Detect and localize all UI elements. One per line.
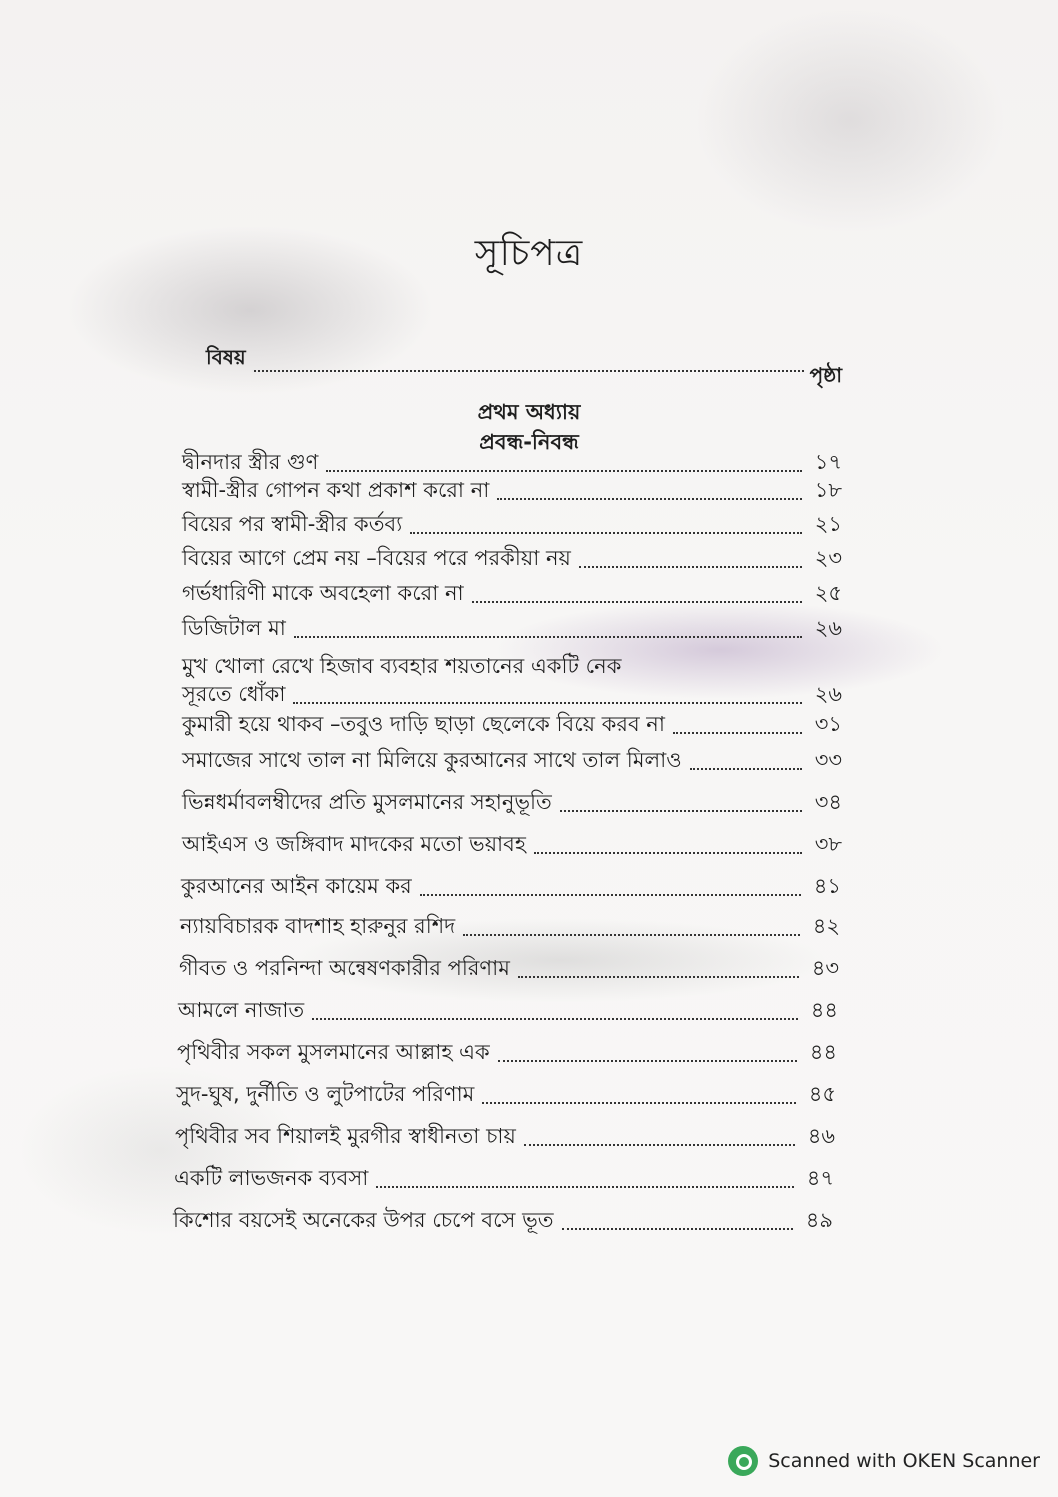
toc-entry-title: পৃথিবীর সকল মুসলমানের আল্লাহ এক <box>177 1040 490 1064</box>
toc-entry-page: ৩৪ <box>814 790 842 814</box>
toc-entry-title: সূরতে ধোঁকা <box>182 682 286 706</box>
leader-dots <box>376 1185 794 1188</box>
toc-entry <box>182 579 842 607</box>
toc-entry-title: ডিজিটাল মা <box>182 616 286 640</box>
leader-dots <box>534 851 802 854</box>
leader-dots <box>410 531 802 534</box>
toc-entry-page: ৪২ <box>812 914 840 938</box>
leader-dots <box>560 809 802 812</box>
leader-dots <box>690 767 802 770</box>
toc-entry-page: ১৭ <box>814 450 842 474</box>
toc-entry <box>182 788 842 816</box>
leader-dots <box>482 1101 796 1104</box>
scanner-watermark-label: Scanned with OKEN Scanner <box>768 1450 1040 1472</box>
toc-entry <box>182 448 842 476</box>
leader-dots <box>579 565 802 568</box>
toc-entry-title: কুমারী হয়ে থাকব –তবুও দাড়ি ছাড়া ছেলেকে বিয়ে করব না <box>182 712 665 736</box>
toc-entry-page: ২৬ <box>814 682 842 706</box>
toc-entry-title: কিশোর বয়সেই অনেকের উপর চেপে বসে ভূত <box>173 1208 554 1232</box>
toc-entry-title: সুদ-ঘুষ, দুর্নীতি ও লুটপাটের পরিণাম <box>176 1082 475 1106</box>
toc-entry-page: ২৩ <box>814 546 842 570</box>
scanner-watermark <box>728 1443 1040 1479</box>
oken-scanner-logo-icon <box>728 1446 758 1476</box>
toc-entry <box>174 1164 834 1192</box>
leader-dots <box>562 1227 793 1230</box>
toc-entry <box>182 830 842 858</box>
toc-entry-page: ৪৬ <box>807 1124 835 1148</box>
toc-entry-page: ৪১ <box>813 874 841 898</box>
toc-entry-title: দ্বীনদার স্ত্রীর গুণ <box>182 450 319 474</box>
toc-entry-title: ন্যায়বিচারক বাদশাহ হারুনুর রশিদ <box>180 914 456 938</box>
toc-entry-title: বিয়ের পর স্বামী-স্ত্রীর কর্তব্য <box>182 512 403 536</box>
leader-dots <box>293 701 802 704</box>
toc-entry-title: কুরআনের আইন কায়েম কর <box>181 874 412 898</box>
toc-entry-title: গীবত ও পরনিন্দা অন্বেষণকারীর পরিণাম <box>179 956 510 980</box>
toc-entry <box>180 912 840 940</box>
toc-entry-title: ভিন্নধর্মাবলম্বীদের প্রতি মুসলমানের সহানুভূতি <box>182 790 552 814</box>
toc-entry-page: ৩৮ <box>814 832 842 856</box>
toc-entry-page: ২৫ <box>814 581 842 605</box>
page-header: পৃষ্ঠা <box>809 363 842 387</box>
toc-entry-page: ৪৩ <box>811 956 839 980</box>
toc-entry-title: স্বামী-স্ত্রীর গোপন কথা প্রকাশ করো না <box>182 478 490 502</box>
leader-dots <box>463 933 800 936</box>
leader-dots <box>472 600 802 603</box>
toc-entry <box>176 1080 836 1108</box>
toc-entry-title: আইএস ও জঙ্গিবাদ মাদকের মতো ভয়াবহ <box>182 832 526 856</box>
toc-entry-title: পৃথিবীর সব শিয়ালই মুরগীর স্বাধীনতা চায় <box>175 1124 516 1148</box>
toc-entry-title: আমলে নাজাত <box>178 998 305 1022</box>
toc-entry-page: ৩৩ <box>814 748 842 772</box>
toc-entry <box>182 652 842 708</box>
toc-entry-page: ৪৪ <box>810 998 838 1022</box>
leader-dots <box>524 1143 795 1146</box>
chapter-name: প্রবন্ধ-নিবন্ধ <box>479 430 579 454</box>
leader-dots <box>326 469 802 472</box>
toc-entry <box>181 872 841 900</box>
leader-dots <box>518 975 799 978</box>
toc-entry-title-line1: মুখ খোলা রেখে হিজাব ব্যবহার শয়তানের একটি নেক <box>182 654 622 678</box>
toc-entry <box>182 746 842 774</box>
toc-entry-page: ১৮ <box>814 478 842 502</box>
toc-entry-page: ২১ <box>814 512 842 536</box>
toc-entry-title: একটি লাভজনক ব্যবসা <box>174 1166 369 1190</box>
page-title: সূচিপত্র <box>474 233 584 274</box>
toc-entry-title: বিয়ের আগে প্রেম নয় –বিয়ের পরে পরকীয়া নয় <box>182 546 571 570</box>
chapter-number: প্রথম অধ্যায় <box>477 400 581 424</box>
toc-entry <box>179 954 839 982</box>
toc-entry <box>175 1122 835 1150</box>
toc-entry <box>177 1038 837 1066</box>
leader-dots <box>673 731 802 734</box>
leader-dots <box>312 1017 798 1020</box>
leader-dots <box>498 1059 797 1062</box>
subject-header: বিষয় <box>206 345 246 369</box>
toc-entry-page: ৪৯ <box>805 1208 833 1232</box>
leader-dots <box>254 369 804 372</box>
leader-dots <box>497 497 802 500</box>
toc-entry <box>182 614 842 642</box>
toc-entry-page: ৪৭ <box>806 1166 834 1190</box>
toc-entry <box>178 996 838 1024</box>
leader-dots <box>294 635 802 638</box>
toc-header-row <box>206 345 842 387</box>
toc-entry <box>182 476 842 504</box>
toc-entry <box>182 544 842 572</box>
toc-entry-page: ৪৫ <box>808 1082 836 1106</box>
toc-entry-page: ৪৪ <box>809 1040 837 1064</box>
toc-entry <box>173 1206 833 1234</box>
leader-dots <box>420 893 801 896</box>
toc-entry <box>182 510 842 538</box>
toc-entry-page: ৩১ <box>814 712 842 736</box>
toc-entry-title: গর্ভধারিণী মাকে অবহেলা করো না <box>182 581 464 605</box>
toc-entry <box>182 710 842 738</box>
toc-entry-title: সমাজের সাথে তাল না মিলিয়ে কুরআনের সাথে তাল মিলাও <box>182 748 682 772</box>
toc-entry-page: ২৬ <box>814 616 842 640</box>
